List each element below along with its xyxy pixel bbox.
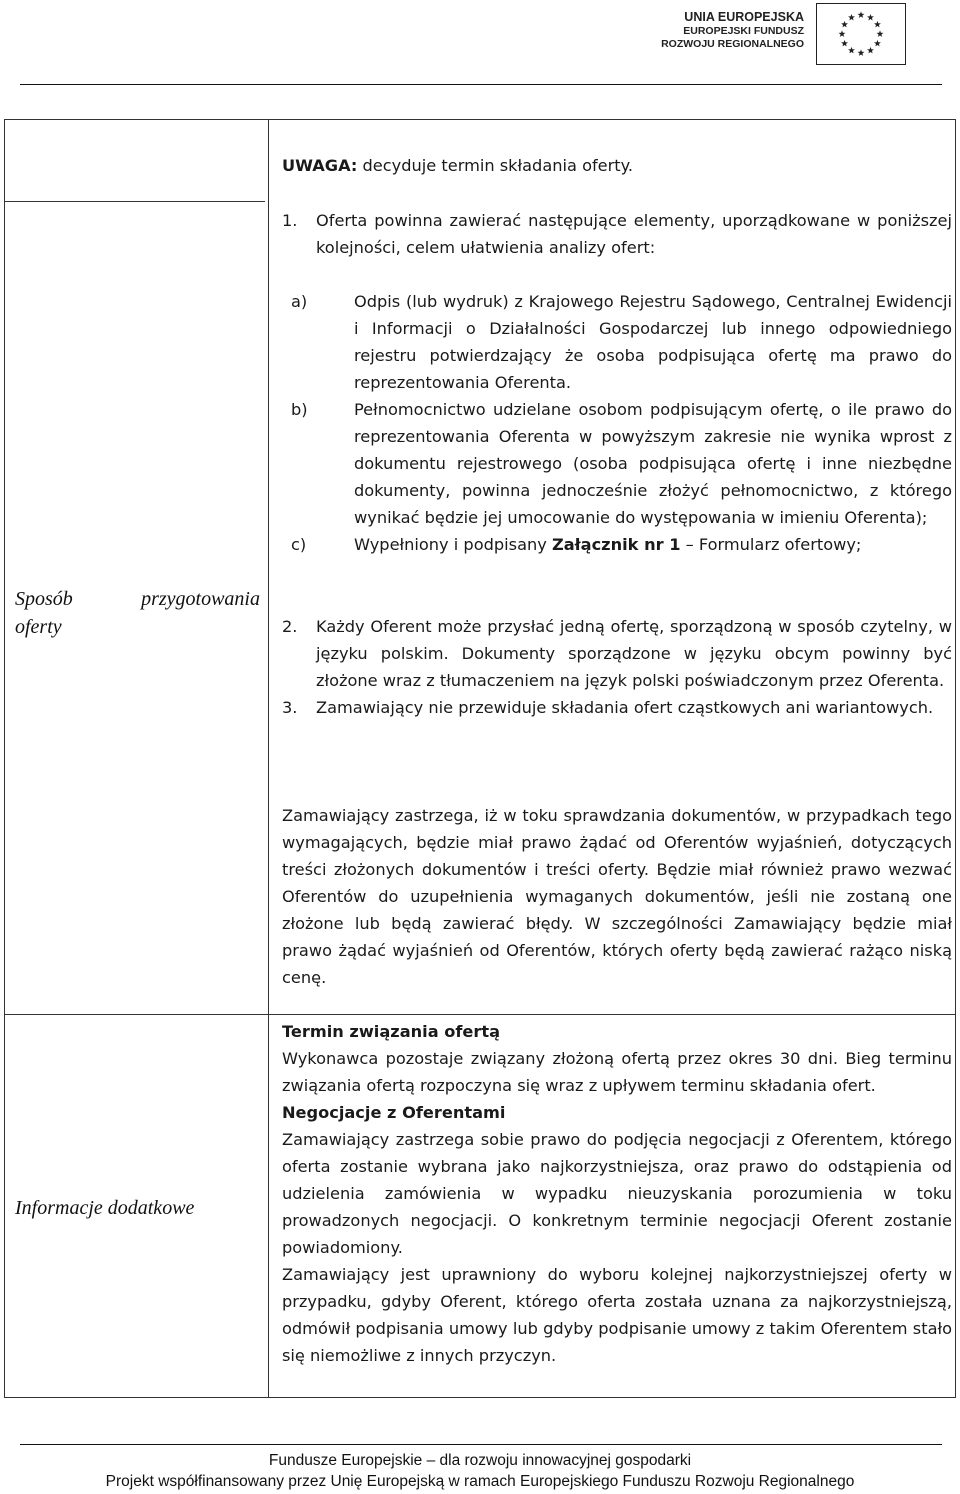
sub-item-c-marker: c) [291,535,307,554]
negotiation-heading [282,1099,952,1126]
eu-star [841,21,848,28]
eu-star [874,21,881,28]
section-label-preparation [15,585,260,641]
eu-line3: ROZWOJU REGIONALNEGO [661,38,804,51]
left-cell-divider [5,201,265,202]
section-label-additional: Informacje dodatkowe [15,1197,195,1219]
uwaga-text: decyduje termin składania oferty. [357,156,634,175]
eu-star [867,14,874,21]
eu-star [877,30,884,37]
sub-item-c-pre: Wypełniony i podpisany [354,535,552,554]
negotiation-heading-text: Negocjacje z Oferentami [282,1103,506,1122]
eu-star [858,11,865,18]
eu-star [848,47,855,54]
label-word-przygotowania: przygotowania [141,588,260,610]
eu-line1: UNIA EUROPEJSKA [684,10,804,24]
footer-line2: Projekt współfinansowany przez Unię Europejską w ramach Europejskiego Funduszu Rozwoju Regionalnego [105,1473,855,1490]
label-word-sposob: Sposób [15,588,73,610]
footer-divider [20,1444,942,1445]
column-divider [268,120,269,1397]
eu-stars-flag-icon [816,3,906,65]
point-3-number: 3. [282,698,298,717]
next-offer-text: Zamawiający jest uprawniony do wyboru kolejnej najkorzystniejszej oferty w przypadku, gdyby Oferent, którego oferta została uznana za najkorzystniejszą, odmówił podpisania umowy lub gdyby podpisanie umowy z takim Oferentem stało się niemożliwe z innych przyczyn. [282,1265,952,1365]
point-3 [282,694,952,721]
eu-star [874,40,881,47]
content-table [4,119,956,1398]
row-divider [5,1014,955,1015]
uwaga-bold: UWAGA: [282,156,358,175]
page-header [0,0,960,86]
point-1-text: Oferta powinna zawierać następujące elementy, uporządkowane w poniższej kolejności, celem ułatwienia analizy ofert: [316,211,952,257]
point-2-number: 2. [282,617,298,636]
sub-item-c-post: – Formularz ofertowy; [680,535,862,554]
binding-heading-text: Termin związania ofertą [282,1022,501,1041]
eu-stars-svg [817,4,905,64]
sub-item-b [282,396,952,531]
uwaga-line [282,152,952,179]
eu-star [848,14,855,21]
sub-item-a [282,288,952,396]
sub-item-a-text: Odpis (lub wydruk) z Krajowego Rejestru Sądowego, Centralnej Ewidencji i Informacji o Działalności Gospodarczej lub innego odpowiedniego rejestru potwierdzający że osoba podpisująca ofertę ma prawo do reprezentowania Oferenta. [354,292,952,392]
point-1-number: 1. [282,211,298,230]
sub-items-list [282,288,952,558]
eu-star [839,30,846,37]
closing-paragraph: Zamawiający zastrzega, iż w toku sprawdzania dokumentów, w przypadkach tego wymagających, będzie miał prawo żądać od Oferentów wyjaśnień, dotyczących treści złożonych dokumentów i treści oferty. Będzie miał również prawo wezwać Oferentów do uzupełnienia wymaganych dokumentów, jeśli nie zostaną one złożone lub będą zawierać błędy. W szczególności Zamawiający będzie miał prawo żądać wyjaśnień od Oferentów, których oferty będą zawierać rażąco niską cenę. [282,806,952,987]
eu-line2: EUROPEJSKI FUNDUSZ [683,25,804,38]
negotiation-text: Zamawiający zastrzega sobie prawo do podjęcia negocjacji z Oferentem, którego oferta zostanie wybrana jako najkorzystniejsza, oraz prawo do odstąpienia od udzielenia zamówienia w wypadku nieuzyskania porozumienia w toku prowadzonych negocjacji. O konkretnym terminie negocjacji Oferent zostanie powiadomiony. [282,1130,952,1257]
points-2-3 [282,613,952,721]
eu-star [867,47,874,54]
binding-heading [282,1018,952,1045]
sub-item-c-bold: Załącznik nr 1 [552,535,681,554]
eu-fund-logo-text [661,10,804,51]
binding-text: Wykonawca pozostaje związany złożoną ofertą przez okres 30 dni. Bieg terminu związania ofertą rozpoczyna się wraz z upływem terminu składania ofert. [282,1049,952,1095]
header-divider [20,84,942,85]
footer-line1: Fundusze Europejskie – dla rozwoju innowacyjnej gospodarki [268,1452,692,1469]
sub-item-c [282,531,952,558]
point-2-text: Każdy Oferent może przysłać jedną ofertę, sporządzoną w sposób czytelny, w języku polskim. Dokumenty sporządzone w języku obcym powinny być złożone wraz z tłumaczeniem na język polski poświadczonym przez Oferenta. [316,617,952,690]
sub-item-b-text: Pełnomocnictwo udzielane osobom podpisującym ofertę, o ile prawo do reprezentowania Oferenta w powyższym zakresie nie wynika wprost z dokumentu rejestrowego (osoba podpisująca ofertę i inne niezbędne dokumenty, powinna jednocześnie złożyć pełnomocnictwo, z którego wynikać będzie jej umocowanie do występowania w imieniu Oferenta); [354,400,952,527]
eu-star [858,49,865,56]
sub-item-a-marker: a) [291,292,308,311]
eu-star [841,40,848,47]
point-3-text: Zamawiający nie przewiduje składania ofert cząstkowych ani wariantowych. [316,698,934,717]
sub-item-b-marker: b) [291,400,308,419]
point-2 [282,613,952,694]
point-1 [282,207,952,261]
sub-item-c-text [354,531,952,558]
label-word-oferty: oferty [15,616,62,638]
additional-info [282,1018,952,1369]
